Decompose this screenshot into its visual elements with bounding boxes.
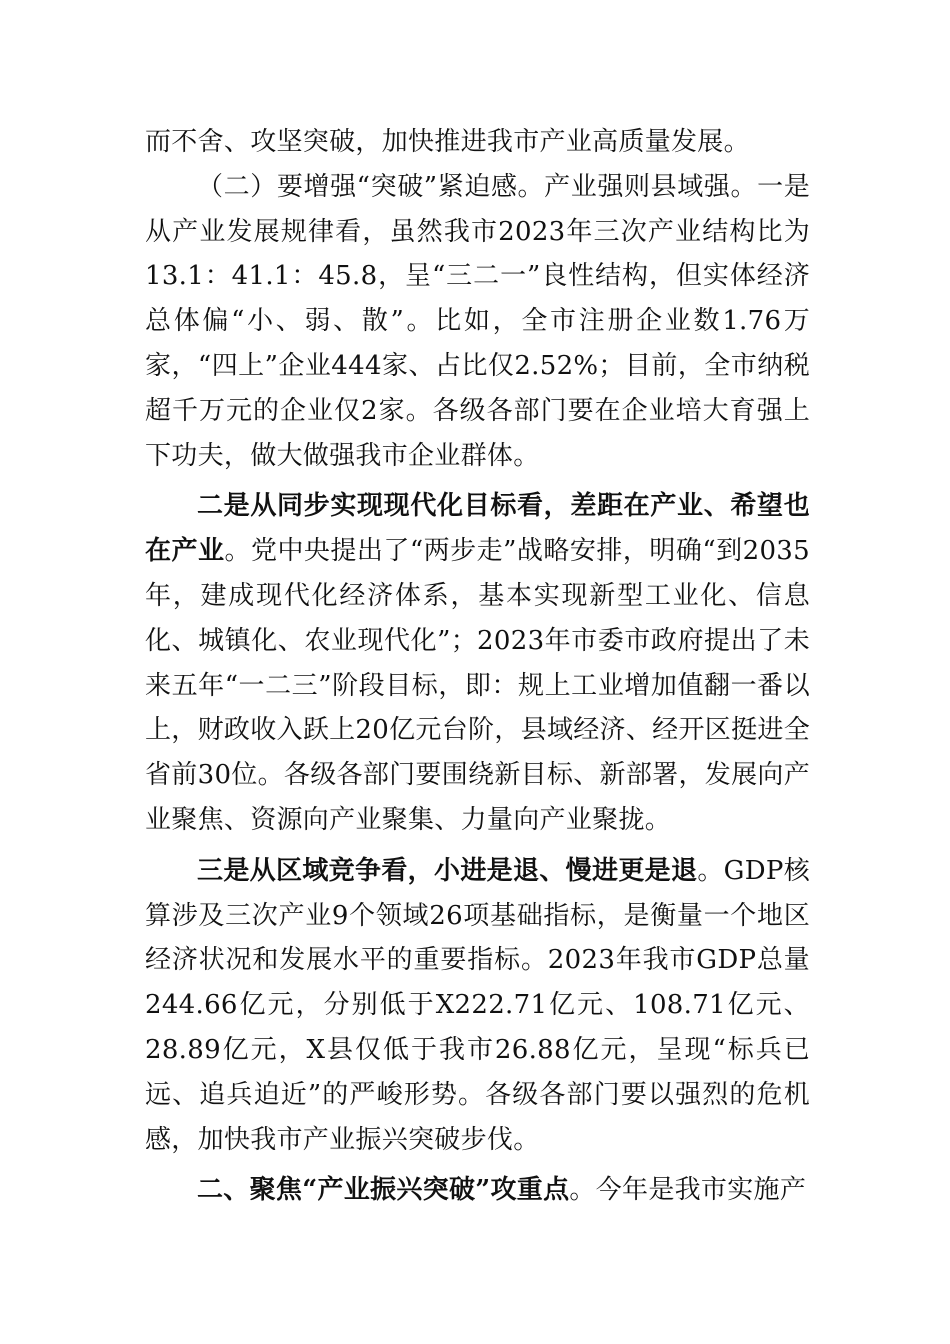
paragraph-text: 。党中央提出了“两步走”战略安排，明确“到2035年，建成现代化经济体系，基本实现新型工业化、信息化、城镇化、农业现代化”；2023年市委市政府提出了未来五年“一二三”阶段目标，即：规上工业增加值翻一番以上，财政收入跃上20亿元台阶，县域经济、经开区挺进全省前30位。各级各部门要围绕新目标、新部署，发展向产业聚焦、资源向产业聚集、力量向产业聚拢。 bbox=[145, 536, 810, 835]
paragraph-heading-two bbox=[145, 1168, 810, 1213]
paragraph-text: （二）要增强“突破”紧迫感。产业强则县域强。一是从产业发展规律看，虽然我市2023年三次产业结构比为13.1：41.1：45.8，呈“三二一”良性结构，但实体经济总体偏“小、弱、散”。比如，全市注册企业数1.76万家，“四上”企业444家、占比仅2.52%；目前，全市纳税超千万元的企业仅2家。各级各部门要在企业培大育强上下功夫，做大做强我市企业群体。 bbox=[145, 171, 810, 471]
paragraph-text: 。GDP核算涉及三次产业9个领域26项基础指标，是衡量一个地区经济状况和发展水平的重要指标。2023年我市GDP总量244.66亿元，分别低于X222.71亿元、108.71亿元、28.89亿元，X县仅低于我市26.88亿元，呈现“标兵已远、追兵迫近”的严峻形势。各级各部门要以强烈的危机感，加快我市产业振兴突破步伐。 bbox=[145, 855, 811, 1155]
bold-lead-sentence: 二是从同步实现现代化目标看，差距在产业、希望也在产业 bbox=[145, 491, 810, 567]
paragraph-continuation bbox=[145, 120, 810, 165]
document-body bbox=[145, 120, 810, 1213]
paragraph-point-two bbox=[145, 484, 810, 842]
paragraph-section-urgency bbox=[145, 165, 810, 479]
section-heading: 二、聚焦“产业振兴突破”攻重点 bbox=[197, 1175, 570, 1206]
paragraph-text: 。今年是我市实施产 bbox=[569, 1175, 807, 1206]
paragraph-point-three bbox=[145, 849, 810, 1163]
paragraph-text: 而不舍、攻坚突破，加快推进我市产业高质量发展。 bbox=[145, 127, 750, 157]
bold-lead-sentence: 三是从区域竞争看，小进是退、慢进更是退 bbox=[197, 855, 698, 886]
